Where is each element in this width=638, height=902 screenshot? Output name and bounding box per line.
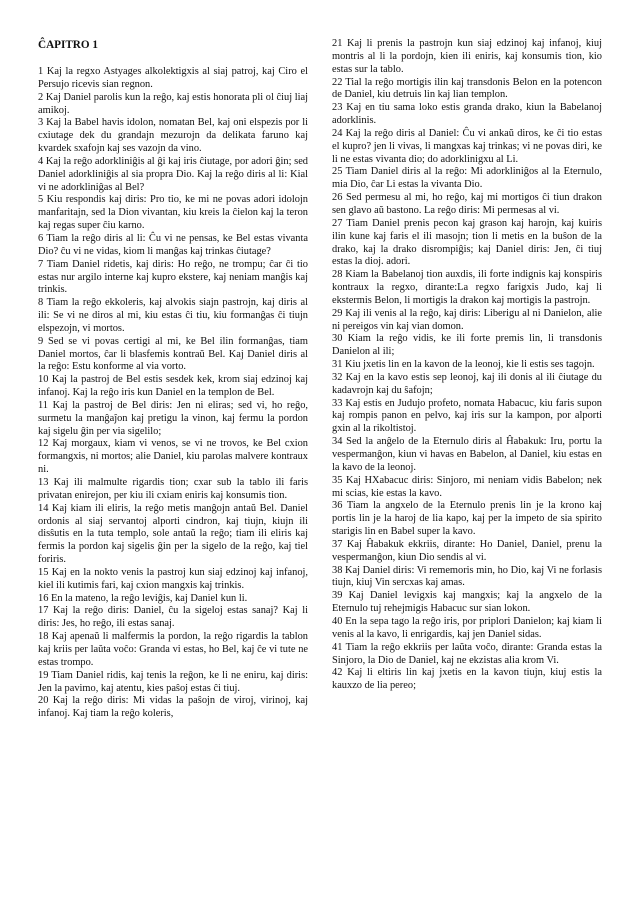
verse-2: 2 Kaj Daniel parolis kun la reĝo, kaj estis honorata pli ol ĉiuj liaj amikoj. — [38, 91, 308, 116]
verse-10: 10 Kaj la pastroj de Bel estis sesdek kek, krom siaj edzinoj kaj infanoj. Kaj la reĝo iris kun Daniel en la templon de Bel. — [38, 374, 308, 399]
verse-29: 29 Kaj ili venis al la reĝo, kaj diris: Liberigu al ni Danielon, alie ni pereigos vin kaj vian domon. — [332, 307, 602, 332]
verse-28: 28 Kiam la Babelanoj tion auxdis, ili forte indignis kaj konspiris kontraux la regxo, dirante:La regxo farigxis Judo, kaj li ekstermis Belon, li mortigis la drakon kaj mortigis la pastrojn. — [332, 269, 602, 306]
verse-36: 36 Tiam la angxelo de la Eternulo prenis lin je la krono kaj portis lin je la haroj de lia kapo, kaj per la impeto de sia spirito starigis lin en Babel super la kavo. — [332, 500, 602, 538]
verse-20: 20 Kaj la reĝo diris: Mi vidas la paŝojn de viroj, virinoj, kaj infanoj. Kaj tiam la reĝo koleris, — [38, 695, 308, 720]
verse-34: 34 Sed la anĝelo de la Eternulo diris al Ĥabakuk: Iru, portu la vespermanĝon, kiun vi havas en Babelon, al Daniel, kiu estas en la kavo de la leonoj. — [332, 436, 602, 473]
verse-17: 17 Kaj la reĝo diris: Daniel, ĉu la sigeloj estas sanaj? Kaj li diris: Jes, ho reĝo, ili estas sanaj. — [38, 605, 308, 630]
verse-6: 6 Tiam la reĝo diris al li: Ĉu vi ne pensas, ke Bel estas vivanta Dio? ĉu vi ne vidas, kiom li manĝas kaj trinkas ĉiutage? — [38, 232, 308, 257]
verse-23: 23 Kaj en tiu sama loko estis granda drako, kiun la Babelanoj adorklinis. — [332, 102, 602, 127]
left-column — [38, 38, 308, 721]
verse-40: 40 En la sepa tago la reĝo iris, por priplori Danielon; kaj kiam li venis al la kavo, li enrigardis, kaj jen Daniel sidas. — [332, 615, 602, 640]
verse-13: 13 Kaj ili malmulte rigardis tion; cxar sub la tablo ili faris privatan enirejon, per kiu ili cxiam eniris kaj konsumis tion. — [38, 477, 308, 501]
two-column-body — [38, 38, 602, 721]
verse-5: 5 Kiu respondis kaj diris: Pro tio, ke mi ne povas adori idolojn manfaritajn, sed la Dion vivantan, kiu kreis la ĉielon kaj la teron kaj regas super ĉiu karno. — [38, 194, 308, 232]
verse-30: 30 Kiam la reĝo vidis, ke ili forte premis lin, li transdonis Danielon al ili; — [332, 333, 602, 358]
verse-3: 3 Kaj la Babel havis idolon, nomatan Bel, kaj oni elspezis por li cxiutage dek du grandajn mezurojn da delikata faruno kaj kvardek sxafojn kaj ses vazojn da vino. — [38, 117, 308, 155]
verse-27: 27 Tiam Daniel prenis pecon kaj grason kaj harojn, kaj kuiris ilin kune kaj faris el ili masojn; tion li metis en la buŝon de la drako, kaj la drako disrompiĝis; kaj Daniel diris: Jen, ĉi tiuj estas la dioj. adori. — [332, 217, 602, 268]
verse-4: 4 Kaj la reĝo adorkliniĝis al ĝi kaj iris ĉiutage, por adori ĝin; sed Daniel adorkliniĝis al sia propra Dio. Kaj la reĝo diris al li: Kial vi ne adorkliniĝas al Bel? — [38, 155, 308, 193]
verse-33: 33 Kaj estis en Judujo profeto, nomata Habacuc, kiu faris supon kaj rompis panon en pelvo, kaj iris sur la kampon, por alporti gxin al la rikoltistoj. — [332, 397, 602, 435]
verse-42: 42 Kaj li eltiris lin kaj jxetis en la kavon tiujn, kiuj estis la kauxzo de lia pereo; — [332, 667, 602, 692]
verse-9: 9 Sed se vi povas certigi al mi, ke Bel ilin formanĝas, tiam Daniel mortos, ĉar li blasfemis kontraŭ Bel. Kaj Daniel diris al la reĝo: Estu konforme al via vorto. — [38, 335, 308, 373]
verse-25: 25 Tiam Daniel diris al la reĝo: Mi adorkliniĝos al la Eternulo, mia Dio, ĉar Li estas la vivanta Dio. — [332, 166, 602, 191]
verse-19: 19 Tiam Daniel ridis, kaj tenis la reĝon, ke li ne eniru, kaj diris: Jen la pavimo, kaj atentu, kies paŝoj estas ĉi tiuj. — [38, 669, 308, 694]
chapter-title: ĈAPITRO 1 — [38, 39, 98, 51]
verse-37: 37 Kaj Ĥabakuk ekkriis, dirante: Ho Daniel, Daniel, prenu la vespermanĝon, kiun Dio sendis al vi. — [332, 538, 602, 563]
verse-16: 16 En la mateno, la reĝo leviĝis, kaj Daniel kun li. — [38, 592, 248, 604]
verse-26: 26 Sed permesu al mi, ho reĝo, kaj mi mortigos ĉi tiun drakon sen glavo aŭ bastono. La reĝo diris: Mi permesas al vi. — [332, 192, 602, 216]
verse-15: 15 Kaj en la nokto venis la pastroj kun siaj edzinoj kaj infanoj, kiel ili kutimis fari, kaj cxion mangxis kaj trinkis. — [38, 566, 308, 591]
verse-22: 22 Tial la reĝo mortigis ilin kaj transdonis Belon en la potencon de Daniel, kiu detruis lin kaj lian templon. — [332, 76, 602, 101]
verse-12: 12 Kaj morgaux, kiam vi venos, se vi ne trovos, ke Bel cxion formangxis, ni mortos; alie Daniel, kiu parolas malvere kontraux ni. — [38, 438, 308, 476]
verse-24: 24 Kaj la reĝo diris al Daniel: Ĉu vi ankaŭ diros, ke ĉi tio estas el kupro? jen li vivas, li mangxas kaj trinkas; vi ne povas diri, ke li ne estas vivanta dio; do adorklinigxu al Li. — [332, 127, 602, 165]
verse-35: 35 Kaj HXabacuc diris: Sinjoro, mi neniam vidis Babelon; nek mi scias, kie estas la kavo. — [332, 474, 602, 499]
verse-8: 8 Tiam la reĝo ekkoleris, kaj alvokis siajn pastrojn, kaj diris al ili: Se vi ne diros al mi, kiu estas ĉi tiu, kiu formanĝas ĉi tiujn elspezojn, vi mortos. — [38, 297, 308, 334]
verse-11: 11 Kaj la pastroj de Bel diris: Jen ni eliras; sed vi, ho reĝo, surmetu la manĝaĵon kaj pretigu la vinon, kaj fermu la pordon kaj sigelu ĝin per via sigelilo; — [38, 399, 308, 437]
verse-7: 7 Tiam Daniel ridetis, kaj diris: Ho reĝo, ne trompu; ĉar ĉi tio estas nur argilo interne kaj kupro ekstere, kaj neniam manĝis kaj trinkis. — [38, 258, 308, 296]
verse-14: 14 Kaj kiam ili eliris, la reĝo metis manĝojn antaŭ Bel. Daniel ordonis al siaj servantoj alporti cindron, kaj tiujn, kiujn ili disŝutis en la tuta templo, sole antaŭ la reĝo; tiam ili eliris kaj fermis la pordon kaj sigelis ĝin per la sigelo de la reĝo, kaj tiel foriris. — [38, 502, 308, 566]
verse-41: 41 Tiam la reĝo ekkriis per laŭta voĉo, dirante: Granda estas la Sinjoro, la Dio de Daniel, kaj ne ekzistas alia krom Vi. — [332, 641, 602, 666]
verse-21: 21 Kaj li prenis la pastrojn kun siaj edzinoj kaj infanoj, kiuj montris al li la pordojn, kien ili eniris, kaj konsumis tion, kio estas sur la tablo. — [332, 38, 602, 75]
verse-18: 18 Kaj apenaŭ li malfermis la pordon, la reĝo rigardis la tablon kaj kriis per laŭta voĉo: Granda vi estas, ho Bel, kaj ĉe vi tute ne estas trompo. — [38, 631, 308, 668]
verse-31: 31 Kiu jxetis lin en la kavon de la leonoj, kie li estis ses tagojn. — [332, 359, 595, 371]
right-column — [332, 38, 602, 721]
verse-32: 32 Kaj en la kavo estis sep leonoj, kaj ili donis al ili ĉiutage du kadavrojn kaj du ŝafojn; — [332, 371, 602, 396]
verse-1: 1 Kaj la regxo Astyages alkolektigxis al siaj patroj, kaj Ciro el Persujo ricevis sian regnon. — [38, 66, 308, 90]
verse-38: 38 Kaj Daniel diris: Vi rememoris min, ho Dio, kaj Vi ne forlasis tiujn, kiuj Vin sercxas kaj amas. — [332, 564, 602, 589]
verse-39: 39 Kaj Daniel levigxis kaj mangxis; kaj la angxelo de la Eternulo tuj rehejmigis Habacuc sur sian lokon. — [332, 590, 602, 615]
